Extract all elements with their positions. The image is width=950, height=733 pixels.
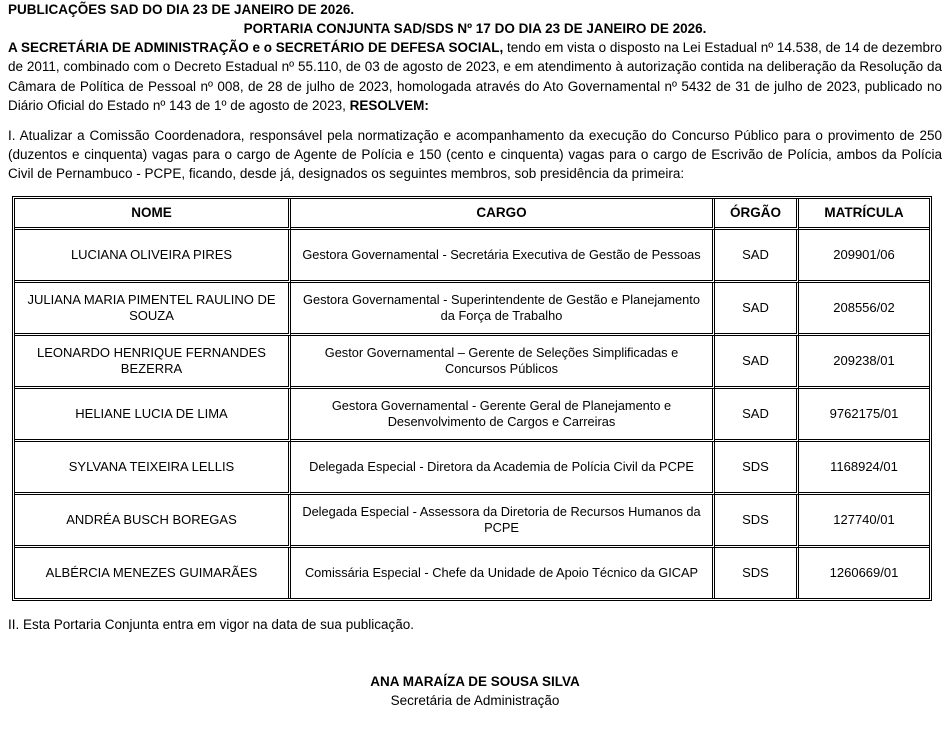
cell-cargo: Delegada Especial - Diretora da Academia de Polícia Civil da PCPE xyxy=(291,442,715,495)
preamble-paragraph xyxy=(8,38,942,116)
cell-nome: LEONARDO HENRIQUE FERNANDES BEZERRA xyxy=(15,336,291,389)
preamble-body: tendo em vista o disposto na Lei Estadual nº 14.538, de 14 de dezembro de 2011, combinado com o Decreto Estadual nº 55.110, de 03 de agosto de 2023, e em atendimento à autorização contida na deliberação da Resolução da Câmara de Política de Pessoal nº 008, de 28 de julho de 2023, homologada através do Ato Governamental nº 5432 de 31 de julho de 2023, publicado no Diário Oficial do Estado nº 143 de 1º de agosto de 2023, xyxy=(8,40,943,114)
cell-nome: JULIANA MARIA PIMENTEL RAULINO DE SOUZA xyxy=(15,283,291,336)
cell-cargo: Gestora Governamental - Superintendente de Gestão e Planejamento da Força de Trabalho xyxy=(291,283,715,336)
preamble-bold-lead: A SECRETÁRIA DE ADMINISTRAÇÃO e o SECRETÁRIO DE DEFESA SOCIAL, xyxy=(8,40,504,55)
table-row xyxy=(15,283,929,336)
publication-header: PUBLICAÇÕES SAD DO DIA 23 DE JANEIRO DE 2026. xyxy=(8,2,355,17)
cell-orgao: SDS xyxy=(715,548,799,598)
cell-orgao: SDS xyxy=(715,495,799,548)
table-row xyxy=(15,442,929,495)
table-body xyxy=(15,230,929,598)
spacer xyxy=(8,116,942,126)
signatory-name: ANA MARAÍZA DE SOUSA SILVA xyxy=(370,674,580,690)
cell-cargo: Delegada Especial - Assessora da Diretoria de Recursos Humanos da PCPE xyxy=(291,495,715,548)
cell-nome: SYLVANA TEIXEIRA LELLIS xyxy=(15,442,291,495)
cell-matricula: 209238/01 xyxy=(799,336,929,389)
cell-orgao: SAD xyxy=(715,389,799,442)
cell-orgao: SDS xyxy=(715,442,799,495)
cell-nome: HELIANE LUCIA DE LIMA xyxy=(15,389,291,442)
cell-orgao: SAD xyxy=(715,283,799,336)
cell-matricula: 127740/01 xyxy=(799,495,929,548)
signatory-role: Secretária de Administração xyxy=(390,693,560,709)
table-header-row xyxy=(15,199,929,231)
cell-matricula: 9762175/01 xyxy=(799,389,929,442)
item-one-paragraph: I. Atualizar a Comissão Coordenadora, responsável pela normatização e acompanhamento da execução do Concurso Público para o provimento de 250 (duzentos e cinquenta) vagas para o cargo de Agente de Polícia e 150 (cento e cinquenta) vagas para o cargo de Escrivão de Polícia, ambos da Polícia Civil de Pernambuco - PCPE, ficando, desde já, designados os seguintes membros, sob presidência da primeira: xyxy=(8,127,942,182)
cell-orgao: SAD xyxy=(715,230,799,283)
cell-orgao: SAD xyxy=(715,336,799,389)
cell-cargo: Gestora Governamental - Gerente Geral de Planejamento e Desenvolvimento de Cargos e Carreiras xyxy=(291,389,715,442)
cell-matricula: 209901/06 xyxy=(799,230,929,283)
members-table-wrapper xyxy=(12,196,932,602)
cell-nome: LUCIANA OLIVEIRA PIRES xyxy=(15,230,291,283)
column-header-nome: NOME xyxy=(15,199,291,231)
column-header-matricula: MATRÍCULA xyxy=(799,199,929,231)
cell-nome: ANDRÉA BUSCH BOREGAS xyxy=(15,495,291,548)
members-table xyxy=(12,196,932,602)
column-header-cargo: CARGO xyxy=(291,199,715,231)
table-row xyxy=(15,230,929,283)
cell-matricula: 1260669/01 xyxy=(829,565,899,581)
cell-cargo: Comissária Especial - Chefe da Unidade de Apoio Técnico da GICAP xyxy=(291,548,715,598)
item-two-paragraph: II. Esta Portaria Conjunta entra em vigor na data de sua publicação. xyxy=(8,617,414,633)
table-row xyxy=(15,495,929,548)
preamble-resolvem: RESOLVEM: xyxy=(349,98,429,114)
table-row xyxy=(15,336,929,389)
portaria-title: PORTARIA CONJUNTA SAD/SDS Nº 17 DO DIA 23 DE JANEIRO DE 2026. xyxy=(243,21,707,36)
table-row xyxy=(15,389,929,442)
cell-matricula: 1168924/01 xyxy=(799,442,929,495)
table-head xyxy=(15,199,929,231)
column-header-orgao: ÓRGÃO xyxy=(715,199,799,231)
signature-block xyxy=(8,672,942,710)
cell-matricula: 208556/02 xyxy=(799,283,929,336)
cell-cargo: Gestora Governamental - Secretária Executiva de Gestão de Pessoas xyxy=(291,230,715,283)
cell-nome: ALBÉRCIA MENEZES GUIMARÃES xyxy=(15,548,291,598)
table-row xyxy=(15,548,929,598)
cell-cargo: Gestor Governamental – Gerente de Seleções Simplificadas e Concursos Públicos xyxy=(291,336,715,389)
